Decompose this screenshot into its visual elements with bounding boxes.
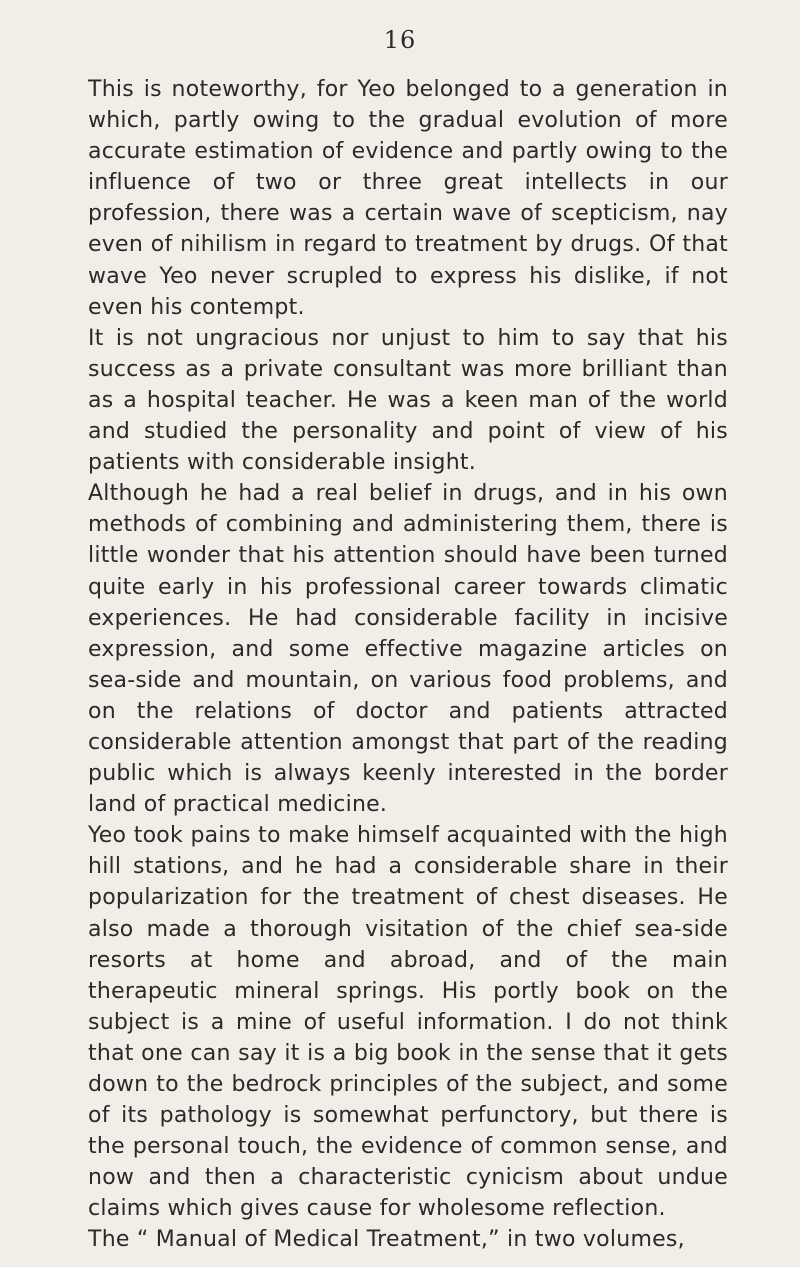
paragraph-2: It is not ungracious nor unjust to him to say that his success as a private consultant was more brilliant than as a hospital teacher. He was a keen man of the world and studied the personality and point of view of his patients with considerable insight. xyxy=(88,325,728,476)
paragraph-4: Yeo took pains to make himself acquainted with the high hill stations, and he had a considerable share in their popularization for the treatment of chest diseases. He also made a thorough visitation of the chief sea-side resorts at home and abroad, and of the main therapeutic mineral springs. His portly book on the subject is a mine of useful information. I do not think that one can say it is a big book in the sense that it gets down to the bedrock principles of the subject, and some of its pathology is somewhat perfunctory, but there is the personal touch, the evidence of common sense, and now and then a characteristic cynicism about undue claims which gives cause for wholesome reflection. xyxy=(88,823,728,1222)
body-text xyxy=(88,74,728,1256)
page-number: 16 xyxy=(383,26,417,54)
paragraph-1: This is noteworthy, for Yeo belonged to a generation in which, partly owing to the gradual evolution of more accurate estimation of evidence and partly owing to the influence of two or three great intellects in our profession, there was a certain wave of scepticism, nay even of nihilism in regard to treatment by drugs. Of that wave Yeo never scrupled to express his dislike, if not even his contempt. xyxy=(88,77,728,320)
paragraph-3: Although he had a real belief in drugs, and in his own methods of combining and administering them, there is little wonder that his attention should have been turned quite early in his professional career towards climatic experiences. He had considerable facility in incisive expression, and some effective magazine articles on sea-side and mountain, on various food problems, and on the relations of doctor and patients attracted considerable attention amongst that part of the reading public which is always keenly interested in the border land of practical medicine. xyxy=(88,481,728,818)
paragraph-5: The “ Manual of Medical Treatment,” in two volumes, xyxy=(88,1227,685,1253)
